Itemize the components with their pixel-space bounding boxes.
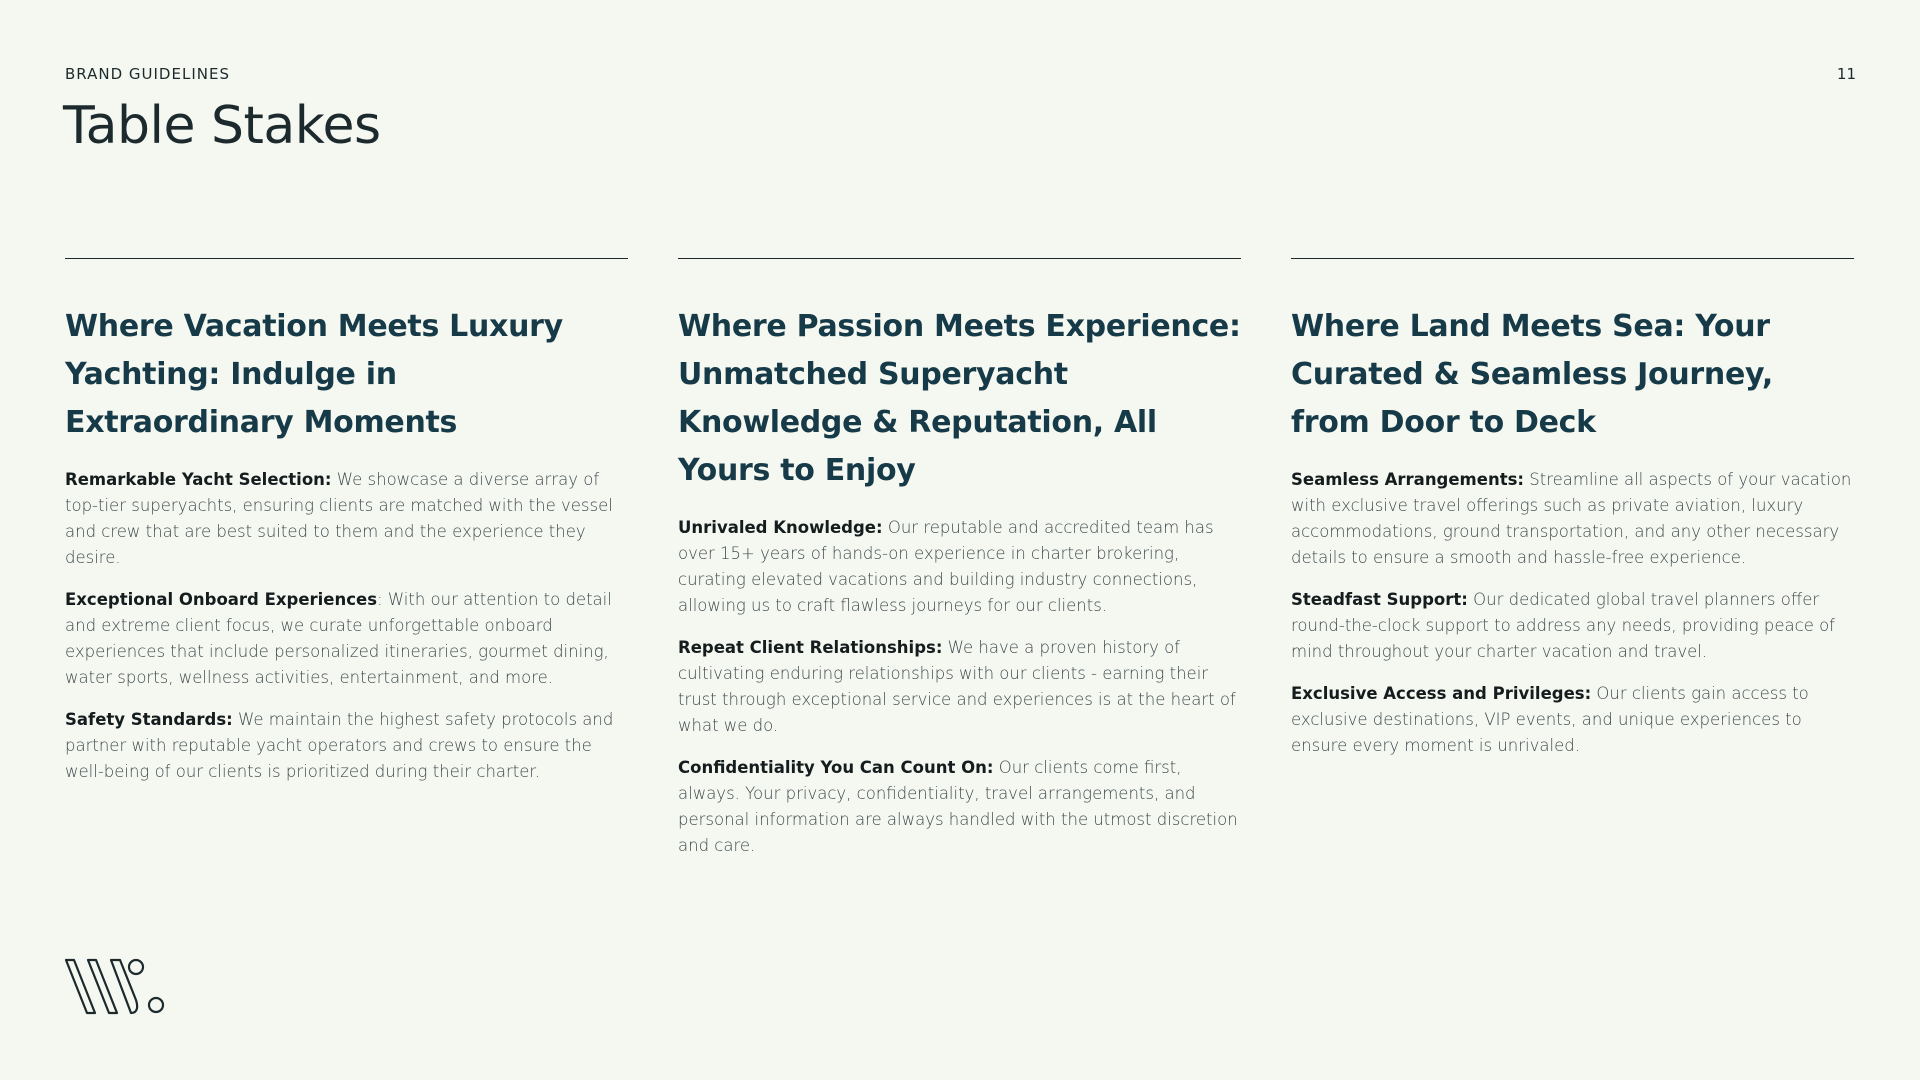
feature-item — [1291, 681, 1854, 759]
column-land-sea — [1291, 258, 1854, 875]
brand-monogram-logo-icon — [64, 958, 166, 1018]
column-passion — [678, 258, 1241, 875]
feature-item — [678, 755, 1241, 859]
feature-text: Our reputable and accredited team has over 15+ years of hands-on experience in charter brokering, curating elevated vacations and building industry connections, allowing us to craft flawless journeys for our clients. — [678, 518, 1214, 615]
feature-text: Streamline all aspects of your vacation with exclusive travel offerings such as private aviation, luxury accommodations, ground transportation, and any other necessary details to ensure a smooth and hassle-free experience. — [1291, 470, 1852, 567]
feature-item — [678, 635, 1241, 739]
feature-label: Safety Standards: — [65, 710, 233, 729]
feature-text: We showcase a diverse array of top-tier superyachts, ensuring clients are matched with the vessel and crew that are best suited to them and the experience they desire. — [65, 470, 613, 567]
feature-text: Our clients gain access to exclusive destinations, VIP events, and unique experiences to ensure every moment is unrivaled. — [1291, 684, 1809, 755]
feature-text: Our dedicated global travel planners offer round-the-clock support to address any needs, providing peace of mind throughout your charter vacation and travel. — [1291, 590, 1835, 661]
feature-text: Our clients come first, always. Your privacy, confidentiality, travel arrangements, and personal information are always handled with the utmost discretion and care. — [678, 758, 1238, 855]
columns-container — [65, 258, 1856, 875]
feature-item — [1291, 587, 1854, 665]
column-heading: Where Land Meets Sea: Your Curated & Seamless Journey, from Door to Deck — [1291, 309, 1774, 440]
feature-label: Exclusive Access and Privileges: — [1291, 684, 1592, 703]
feature-item — [65, 467, 628, 571]
feature-text: : With our attention to detail and extreme client focus, we curate unforgettable onboard experiences that include personalized itineraries, gourmet dining, water sports, wellness activities, entertainment, and more. — [65, 590, 612, 687]
feature-label: Repeat Client Relationships: — [678, 638, 943, 657]
feature-text: We maintain the highest safety protocols and partner with reputable yacht operators and crews to ensure the well-being of our clients is prioritized during their charter. — [65, 710, 614, 781]
feature-item — [65, 587, 628, 691]
feature-label: Confidentiality You Can Count On: — [678, 758, 994, 777]
feature-label: Exceptional Onboard Experiences — [65, 590, 378, 609]
section-eyebrow: BRAND GUIDELINES — [65, 65, 230, 83]
page-title: Table Stakes — [63, 96, 381, 156]
feature-label: Remarkable Yacht Selection: — [65, 470, 332, 489]
feature-item — [678, 515, 1241, 619]
feature-text: We have a proven history of cultivating enduring relationships with our clients - earning their trust through exceptional service and experiences is at the heart of what we do. — [678, 638, 1236, 735]
feature-label: Steadfast Support: — [1291, 590, 1468, 609]
column-vacation — [65, 258, 628, 875]
feature-label: Unrivaled Knowledge: — [678, 518, 883, 537]
feature-label: Seamless Arrangements: — [1291, 470, 1524, 489]
column-heading: Where Vacation Meets Luxury Yachting: Indulge in Extraordinary Moments — [65, 309, 563, 440]
column-heading: Where Passion Meets Experience: Unmatched Superyacht Knowledge & Reputation, All Yours to Enjoy — [678, 309, 1241, 488]
feature-item — [65, 707, 628, 785]
feature-item — [1291, 467, 1854, 571]
page-number: 11 — [1836, 65, 1856, 83]
